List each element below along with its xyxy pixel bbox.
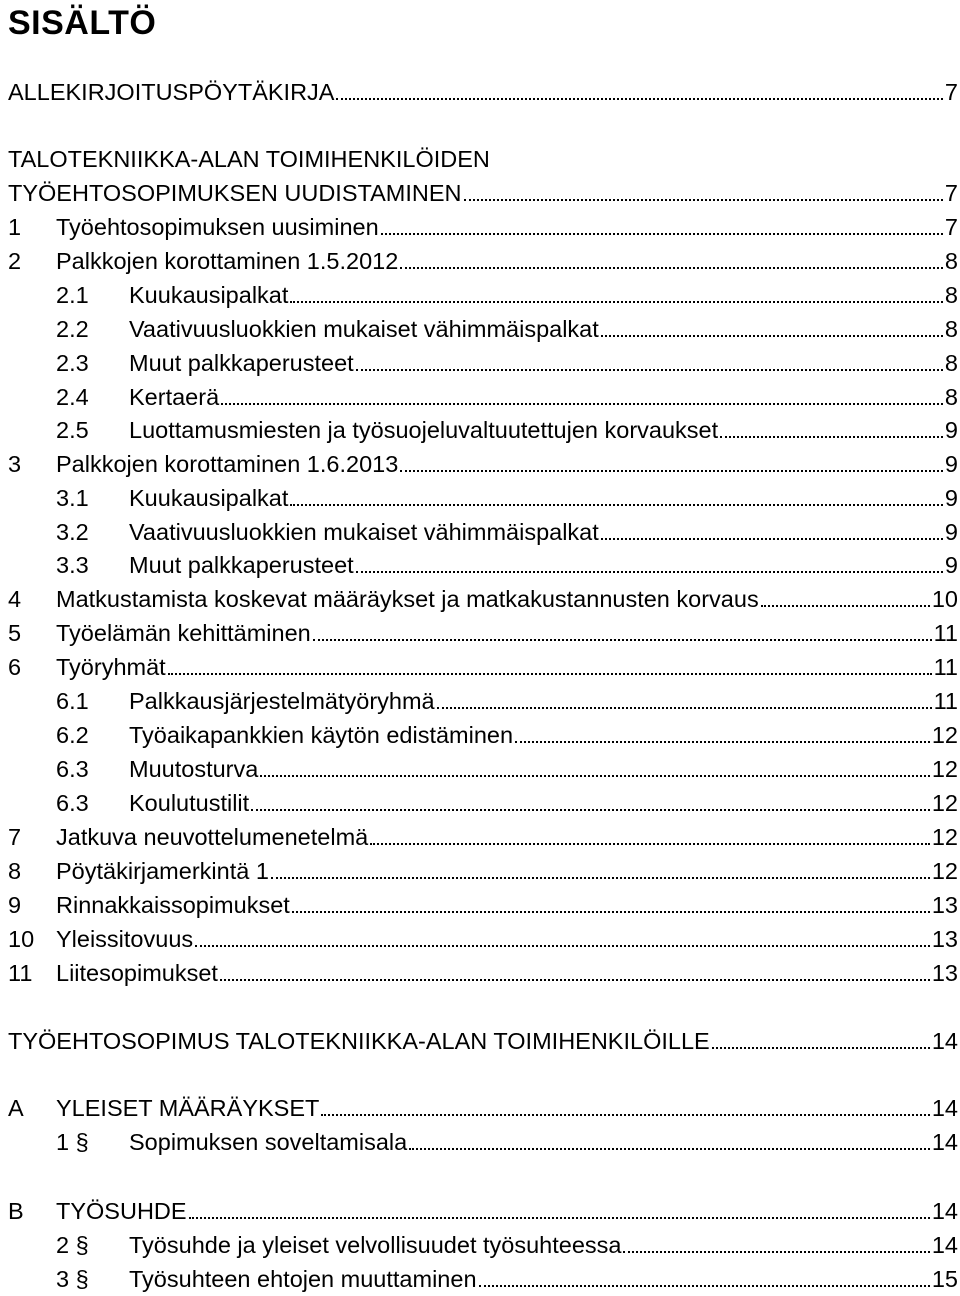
toc-dot-leader [336, 98, 942, 100]
toc-entry-title: Jatkuva neuvottelumenetelmä [56, 823, 369, 850]
toc-entry-number: 6 [8, 653, 22, 680]
toc-entry-title: Kertaerä [129, 383, 220, 410]
toc-entry[interactable] [8, 1088, 958, 1122]
toc-entry-number: 10 [8, 925, 35, 952]
toc-entry-title: Vaativuusluokkien mukaiset vähimmäispalkat [129, 518, 599, 545]
toc-entry[interactable] [8, 444, 958, 478]
toc-entry-title: Luottamusmiesten ja työsuojeluvaltuutettujen korvaukset [129, 416, 719, 443]
toc-entry-title: Liitesopimukset [56, 959, 218, 986]
toc-dot-leader [437, 707, 932, 709]
toc-entry-page: 13 [931, 891, 958, 918]
toc-entry[interactable] [8, 953, 958, 987]
toc-entry-title: Sopimuksen soveltamisala [129, 1128, 408, 1155]
toc-entry-page: 15 [931, 1265, 958, 1292]
toc-entry-page: 10 [931, 585, 958, 612]
toc-entry-page: 8 [944, 383, 958, 410]
toc-entry-number: 7 [8, 823, 22, 850]
toc-entry-number: 4 [8, 585, 22, 612]
toc-dot-leader [356, 369, 943, 371]
toc-entry-title: Työelämän kehittäminen [56, 619, 311, 646]
toc-entry-number: 1 [8, 213, 22, 240]
toc-entry-number: 8 [8, 857, 22, 884]
toc-entry-page: 12 [931, 721, 958, 748]
toc-dot-leader [409, 1148, 930, 1150]
toc-entry-page: 7 [944, 78, 958, 105]
toc-dot-leader [195, 945, 930, 947]
toc-dot-leader [189, 1217, 930, 1219]
toc-entry-title: Työryhmät [56, 653, 166, 680]
toc-entry-page: 8 [944, 315, 958, 342]
toc-entry-title: YLEISET MÄÄRÄYKSET [56, 1094, 320, 1121]
toc-dot-leader [290, 301, 943, 303]
toc-entry[interactable] [8, 1225, 958, 1259]
toc-entry[interactable] [8, 512, 958, 546]
toc-dot-leader [290, 504, 943, 506]
toc-entry-page: 8 [944, 247, 958, 274]
toc-dot-leader [356, 571, 943, 573]
toc-entry-number: 2.3 [56, 349, 89, 376]
toc-entry-number: 3.3 [56, 551, 89, 578]
toc-entry[interactable] [8, 377, 958, 411]
toc-entry[interactable] [8, 275, 958, 309]
toc-entry-title: TALOTEKNIIKKA-ALAN TOIMIHENKILÖIDEN [8, 145, 490, 172]
toc-entry-title: Palkkojen korottaminen 1.6.2013 [56, 450, 399, 477]
toc-entry[interactable] [8, 579, 958, 613]
toc-dot-leader [292, 911, 930, 913]
toc-entry-page: 14 [931, 1231, 958, 1258]
toc-entry-number: 6.3 [56, 755, 89, 782]
toc-entry-title: Työehtosopimuksen uusiminen [56, 213, 379, 240]
toc-entry-page: 14 [931, 1094, 958, 1121]
toc-entry-page: 12 [931, 823, 958, 850]
toc-entry[interactable] [8, 207, 958, 241]
toc-entry-title: Palkkausjärjestelmätyöryhmä [129, 687, 435, 714]
toc-entry-page: 9 [944, 518, 958, 545]
toc-entry-number: B [8, 1197, 24, 1224]
toc-entry-page: 13 [931, 925, 958, 952]
toc-entry-page: 13 [931, 959, 958, 986]
toc-entry-title: Matkustamista koskevat määräykset ja matkakustannusten korvaus [56, 585, 759, 612]
toc-dot-leader [712, 1047, 930, 1049]
toc-dot-leader [761, 605, 930, 607]
toc-entry-number: 2 § [56, 1231, 89, 1258]
toc-entry-title: Työsuhteen ehtojen muuttaminen [129, 1265, 477, 1292]
toc-entry-title: TYÖEHTOSOPIMUS TALOTEKNIIKKA-ALAN TOIMIHENKILÖILLE [8, 1027, 710, 1054]
toc-entry-number: 3 [8, 450, 22, 477]
toc-entry-page: 9 [944, 551, 958, 578]
toc-entry[interactable] [8, 309, 958, 343]
toc-entry[interactable] [8, 1259, 958, 1293]
toc-entry[interactable] [8, 478, 958, 512]
toc-entry-title: Rinnakkaissopimukset [56, 891, 290, 918]
toc-entry[interactable] [8, 241, 958, 275]
toc-entry-title: TYÖSUHDE [56, 1197, 187, 1224]
toc-entry-title: Vaativuusluokkien mukaiset vähimmäispalkat [129, 315, 599, 342]
toc-entry-page: 9 [944, 416, 958, 443]
toc-entry[interactable] [8, 647, 958, 681]
toc-dot-leader [168, 673, 932, 675]
toc-entry-title: Kuukausipalkat [129, 281, 289, 308]
toc-entry-number: 1 § [56, 1128, 89, 1155]
toc-entry-title: TYÖEHTOSOPIMUKSEN UUDISTAMINEN [8, 179, 462, 206]
toc-entry-page: 8 [944, 349, 958, 376]
toc-entry-title: Pöytäkirjamerkintä 1 [56, 857, 269, 884]
toc-entry[interactable] [8, 410, 958, 444]
toc-entry[interactable] [8, 851, 958, 885]
toc-entry[interactable] [8, 1122, 958, 1156]
toc-entry-title: Muutosturva [129, 755, 259, 782]
toc-entry-number: 6.3 [56, 789, 89, 816]
toc-entry-title: Työsuhde ja yleiset velvollisuudet työsuhteessa [129, 1231, 622, 1258]
toc-entry-page: 12 [931, 789, 958, 816]
toc-entry[interactable] [8, 613, 958, 647]
toc-entry-page: 11 [933, 619, 958, 646]
toc-entry-page: 12 [931, 857, 958, 884]
toc-entry-page: 11 [933, 653, 958, 680]
toc-entry-number: 6.1 [56, 687, 89, 714]
toc-entry-page: 14 [931, 1027, 958, 1054]
toc-dot-leader [515, 741, 930, 743]
toc-dot-leader [271, 877, 930, 879]
toc-entry-number: 11 [8, 959, 33, 986]
toc-dot-leader [251, 809, 930, 811]
toc-dot-leader [381, 233, 943, 235]
toc-entry-title: Muut palkkaperusteet [129, 551, 354, 578]
toc-entry[interactable] [8, 817, 958, 851]
toc-dot-leader [720, 436, 943, 438]
toc-entry-number: 2.1 [56, 281, 89, 308]
toc-entry-title: Yleissitovuus [56, 925, 194, 952]
toc-dot-leader [221, 403, 943, 405]
toc-entry-page: 11 [933, 687, 958, 714]
toc-entry[interactable] [8, 919, 958, 953]
toc-entry-title: Työaikapankkien käytön edistäminen [129, 721, 514, 748]
toc-entry-number: 2.4 [56, 383, 89, 410]
toc-entry[interactable] [8, 715, 958, 749]
toc-dot-leader [479, 1285, 930, 1287]
toc-entry-number: 3.2 [56, 518, 89, 545]
toc-entry-title: Palkkojen korottaminen 1.5.2012 [56, 247, 399, 274]
toc-entry-page: 8 [944, 281, 958, 308]
toc-entry[interactable] [8, 681, 958, 715]
toc-entry[interactable] [8, 749, 958, 783]
toc-dot-leader [400, 470, 943, 472]
toc-entry-title: Muut palkkaperusteet [129, 349, 354, 376]
toc-entry[interactable] [8, 173, 958, 207]
toc-entry-number: 5 [8, 619, 22, 646]
toc-entry-page: 14 [931, 1128, 958, 1155]
toc-entry-number: 2.5 [56, 416, 89, 443]
toc-entry[interactable] [8, 885, 958, 919]
toc-entry-title: Koulutustilit [129, 789, 250, 816]
toc-dot-leader [313, 639, 932, 641]
toc-entry-number: A [8, 1094, 24, 1121]
toc-entry-page: 7 [944, 213, 958, 240]
toc-dot-leader [321, 1114, 929, 1116]
toc-entry-number: 6.2 [56, 721, 89, 748]
toc-dot-leader [220, 979, 930, 981]
toc-entry[interactable] [8, 72, 958, 106]
toc-entry-number: 9 [8, 891, 22, 918]
toc-entry-number: 2 [8, 247, 22, 274]
toc-entry-number: 3 § [56, 1265, 89, 1292]
toc-entry[interactable] [8, 1021, 958, 1055]
toc-dot-leader [464, 199, 943, 201]
toc-dot-leader [370, 843, 930, 845]
toc-entry-page: 12 [931, 755, 958, 782]
toc-dot-leader [260, 775, 930, 777]
toc-dot-leader [400, 267, 943, 269]
toc-entry[interactable] [8, 783, 958, 817]
toc-entry-number: 3.1 [56, 484, 89, 511]
toc-dot-leader [601, 538, 943, 540]
toc-dot-leader [601, 335, 943, 337]
toc-entry-page: 9 [944, 484, 958, 511]
toc-entry-title: ALLEKIRJOITUSPÖYTÄKIRJA [8, 78, 335, 105]
toc-entry-page: 14 [931, 1197, 958, 1224]
toc-entry-title: Kuukausipalkat [129, 484, 289, 511]
page-title: SISÄLTÖ [8, 4, 157, 42]
toc-entry[interactable] [8, 139, 958, 173]
toc-dot-leader [623, 1251, 929, 1253]
toc-entry-page: 9 [944, 450, 958, 477]
toc-entry[interactable] [8, 545, 958, 579]
toc-entry-number: 2.2 [56, 315, 89, 342]
toc-entry[interactable] [8, 1191, 958, 1225]
toc-entry[interactable] [8, 343, 958, 377]
toc-entry-page: 7 [944, 179, 958, 206]
